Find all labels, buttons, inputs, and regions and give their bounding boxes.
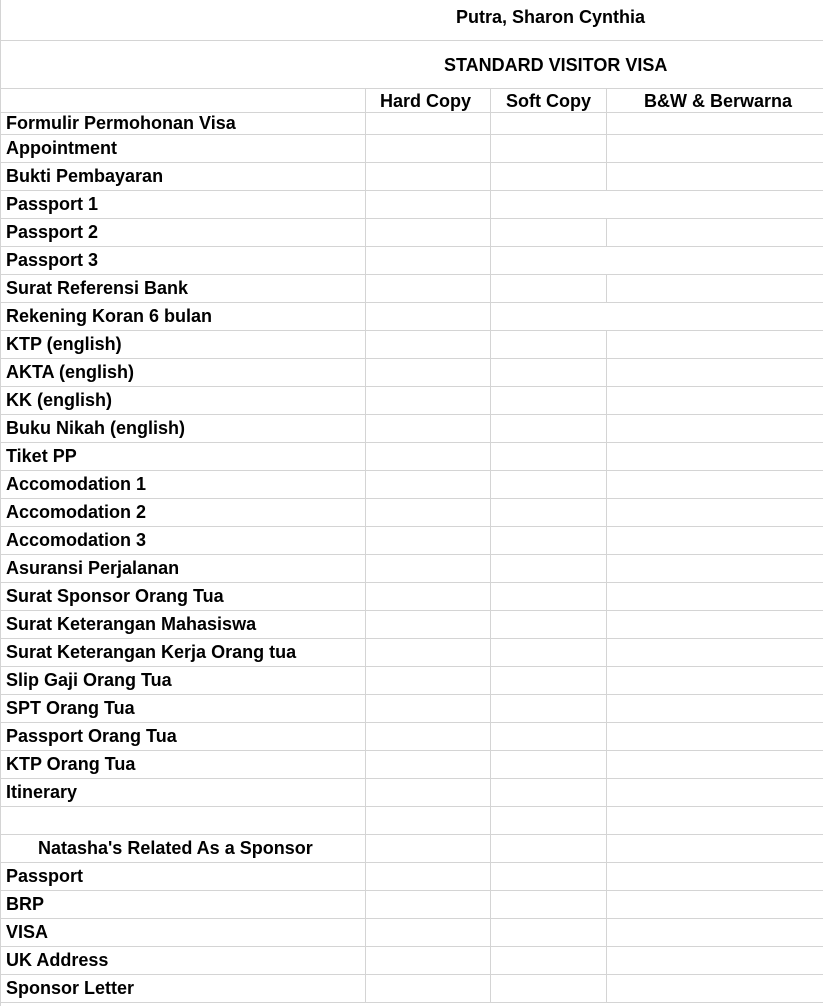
gridline [0, 890, 823, 891]
gridline [606, 358, 607, 386]
gridline [606, 834, 607, 862]
gridline [490, 638, 491, 666]
gridline [490, 610, 491, 638]
gridline [606, 946, 607, 974]
gridline [365, 134, 366, 162]
gridline [606, 806, 607, 834]
gridline [490, 112, 491, 134]
row-label: VISA [6, 922, 49, 942]
gridline [365, 386, 366, 414]
row-label: Passport 3 [6, 250, 99, 270]
gridline [0, 554, 823, 555]
gridline [0, 1002, 823, 1003]
gridline [0, 806, 823, 807]
gridline [0, 218, 823, 219]
gridline [490, 666, 491, 694]
gridline [606, 750, 607, 778]
gridline [0, 722, 823, 723]
row-label: Itinerary [6, 782, 78, 802]
visa-type-title: STANDARD VISITOR VISA [444, 55, 668, 75]
gridline [490, 190, 491, 218]
gridline [365, 274, 366, 302]
column-header-hard-copy: Hard Copy [380, 91, 472, 111]
gridline [365, 330, 366, 358]
gridline [365, 526, 366, 554]
gridline [606, 890, 607, 918]
row-label: Asuransi Perjalanan [6, 558, 180, 578]
gridline [606, 162, 607, 190]
gridline [606, 498, 607, 526]
row-label: AKTA (english) [6, 362, 134, 382]
row-label: Surat Sponsor Orang Tua [6, 586, 224, 606]
row-label: SPT Orang Tua [6, 698, 135, 718]
gridline [0, 470, 823, 471]
row-label: Bukti Pembayaran [6, 166, 164, 186]
row-label: KK (english) [6, 390, 112, 410]
gridline [606, 330, 607, 358]
gridline [606, 554, 607, 582]
gridline [490, 834, 491, 862]
row-label: Tiket PP [6, 446, 77, 466]
gridline [490, 386, 491, 414]
gridline [365, 442, 366, 470]
gridline [606, 694, 607, 722]
gridline [606, 778, 607, 806]
gridline [365, 778, 366, 806]
gridline [606, 918, 607, 946]
gridline [365, 666, 366, 694]
gridline [365, 806, 366, 834]
column-header-bw-color: B&W & Berwarna [644, 91, 793, 111]
gridline [606, 862, 607, 890]
gridline [490, 946, 491, 974]
gridline [0, 694, 823, 695]
row-label: Sponsor Letter [6, 978, 135, 998]
gridline [365, 862, 366, 890]
gridline [365, 834, 366, 862]
gridline [490, 722, 491, 750]
row-label: Surat Referensi Bank [6, 278, 189, 298]
row-label: Rekening Koran 6 bulan [6, 306, 213, 326]
gridline [365, 218, 366, 246]
gridline [490, 88, 491, 112]
row-label: Buku Nikah (english) [6, 418, 186, 438]
row-label: KTP Orang Tua [6, 754, 136, 774]
row-label: Passport Orang Tua [6, 726, 177, 746]
gridline [0, 834, 823, 835]
gridline [0, 246, 823, 247]
gridline [606, 638, 607, 666]
gridline [0, 358, 823, 359]
gridline [365, 890, 366, 918]
row-label: Accomodation 2 [6, 502, 147, 522]
row-label: BRP [6, 894, 45, 914]
gridline [606, 442, 607, 470]
gridline [365, 554, 366, 582]
gridline [365, 414, 366, 442]
gridline [490, 778, 491, 806]
gridline [365, 358, 366, 386]
gridline [490, 974, 491, 1002]
gridline [0, 162, 823, 163]
gridline [0, 134, 823, 135]
row-label: Accomodation 3 [6, 530, 147, 550]
gridline [490, 246, 491, 274]
gridline [0, 302, 823, 303]
gridline [365, 162, 366, 190]
gridline [0, 974, 823, 975]
row-label: Surat Keterangan Kerja Orang tua [6, 642, 297, 662]
gridline [365, 974, 366, 1002]
gridline [490, 694, 491, 722]
gridline [0, 778, 823, 779]
gridline [0, 666, 823, 667]
gridline [490, 554, 491, 582]
gridline [365, 470, 366, 498]
column-header-soft-copy: Soft Copy [506, 91, 591, 111]
gridline [490, 162, 491, 190]
gridline [365, 498, 366, 526]
gridline [0, 386, 823, 387]
gridline [365, 946, 366, 974]
gridline [0, 442, 823, 443]
gridline [0, 414, 823, 415]
gridline [490, 218, 491, 246]
gridline [606, 526, 607, 554]
gridline [490, 330, 491, 358]
gridline [365, 722, 366, 750]
gridline [0, 0, 1, 1006]
gridline [365, 918, 366, 946]
gridline [490, 414, 491, 442]
gridline [490, 862, 491, 890]
gridline [365, 246, 366, 274]
section-heading: Natasha's Related As a Sponsor [38, 838, 313, 858]
gridline [365, 638, 366, 666]
gridline [0, 498, 823, 499]
gridline [365, 610, 366, 638]
gridline [365, 88, 366, 112]
gridline [365, 750, 366, 778]
gridline [606, 134, 607, 162]
gridline [490, 526, 491, 554]
gridline [0, 330, 823, 331]
gridline [0, 88, 823, 89]
gridline [0, 918, 823, 919]
gridline [365, 190, 366, 218]
gridline [606, 722, 607, 750]
gridline [0, 638, 823, 639]
gridline [0, 274, 823, 275]
gridline [490, 274, 491, 302]
row-label: Passport 2 [6, 222, 99, 242]
gridline [490, 806, 491, 834]
row-label: Formulir Permohonan Visa [6, 113, 236, 133]
gridline [606, 88, 607, 112]
gridline [0, 526, 823, 527]
row-label: Appointment [6, 138, 117, 158]
gridline [490, 302, 491, 330]
gridline [490, 582, 491, 610]
gridline [0, 610, 823, 611]
row-label: Slip Gaji Orang Tua [6, 670, 172, 690]
row-label: Accomodation 1 [6, 474, 147, 494]
applicant-name: Putra, Sharon Cynthia [456, 7, 646, 27]
gridline [606, 582, 607, 610]
gridline [0, 862, 823, 863]
row-label: Passport [6, 866, 84, 886]
row-label: Passport 1 [6, 194, 99, 214]
gridline [365, 112, 366, 134]
gridline [490, 134, 491, 162]
gridline [490, 750, 491, 778]
row-label: Surat Keterangan Mahasiswa [6, 614, 257, 634]
gridline [606, 610, 607, 638]
gridline [0, 40, 823, 41]
gridline [490, 890, 491, 918]
gridline [365, 694, 366, 722]
gridline [365, 582, 366, 610]
row-label: UK Address [6, 950, 109, 970]
gridline [0, 750, 823, 751]
gridline [365, 302, 366, 330]
gridline [606, 470, 607, 498]
gridline [606, 274, 607, 302]
gridline [606, 218, 607, 246]
gridline [0, 582, 823, 583]
gridline [490, 498, 491, 526]
gridline [606, 414, 607, 442]
gridline [606, 974, 607, 1002]
gridline [490, 470, 491, 498]
gridline [606, 112, 607, 134]
row-label: KTP (english) [6, 334, 122, 354]
gridline [490, 918, 491, 946]
gridline [490, 358, 491, 386]
gridline [490, 442, 491, 470]
gridline [0, 190, 823, 191]
gridline [606, 386, 607, 414]
gridline [0, 946, 823, 947]
gridline [606, 666, 607, 694]
